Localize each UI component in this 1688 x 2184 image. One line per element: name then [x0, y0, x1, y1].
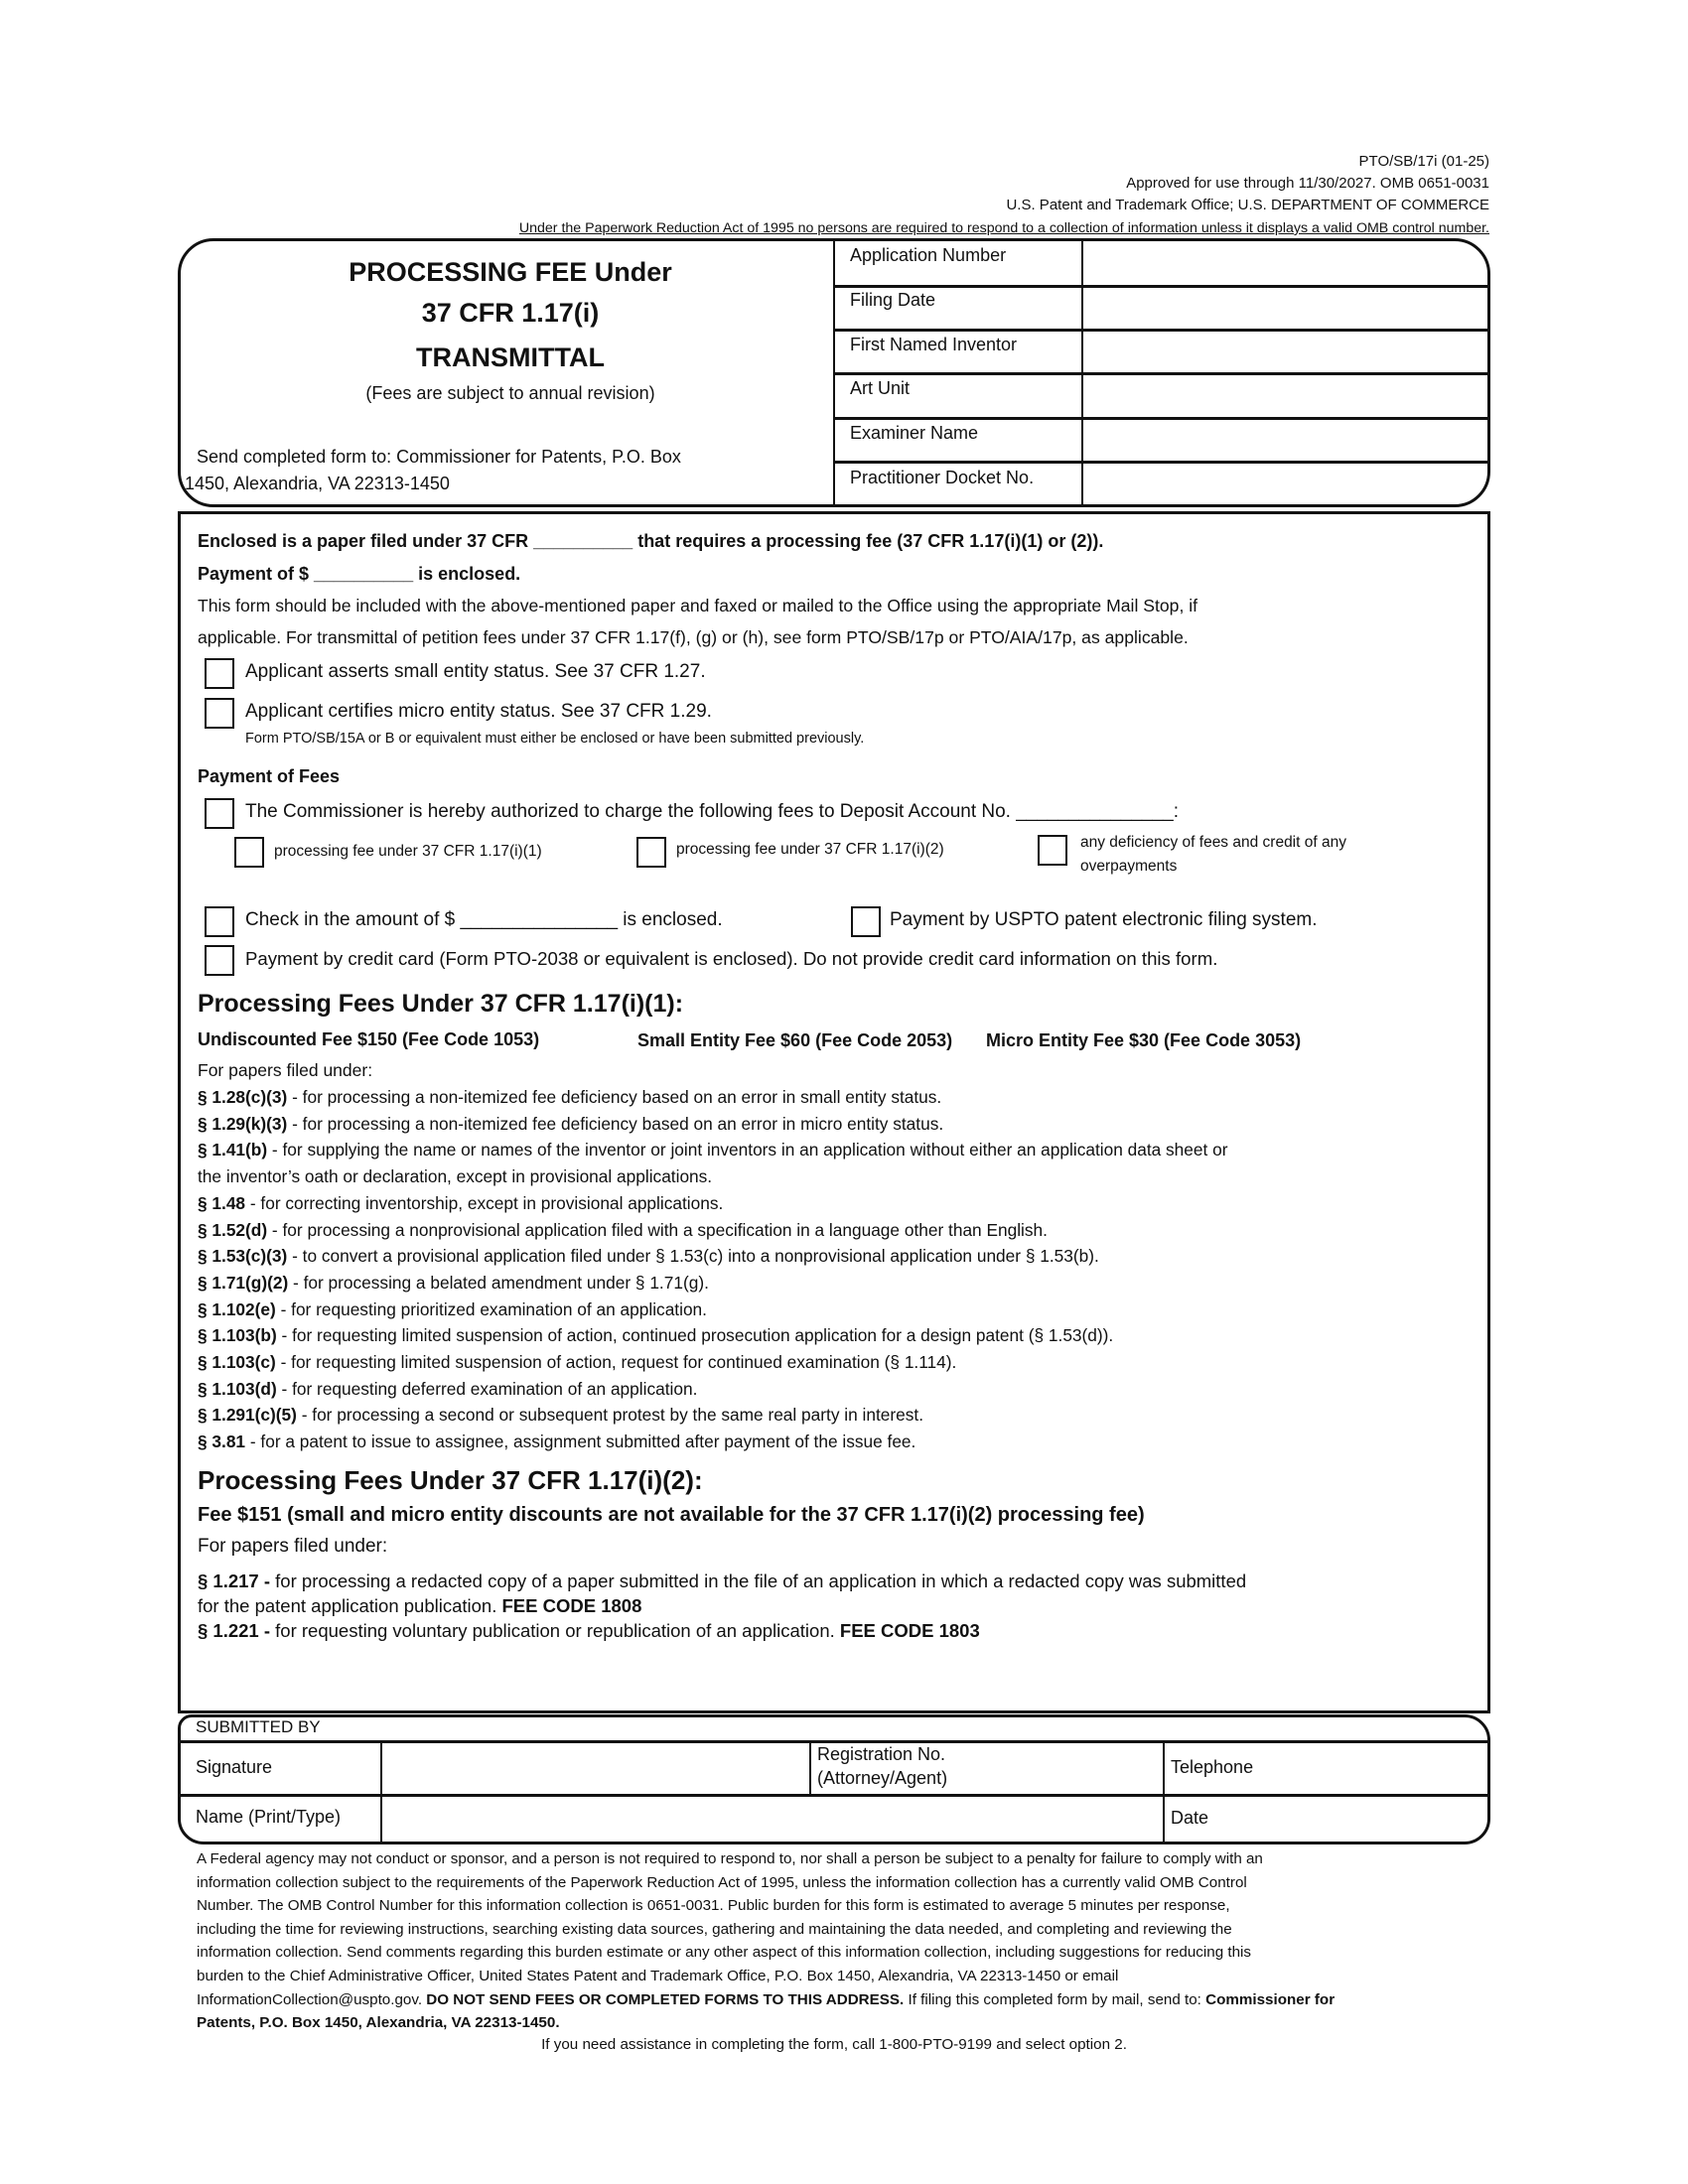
signature-field[interactable]: [385, 1745, 806, 1791]
instructions-line1: This form should be included with the above-mentioned paper and faxed or mailed to the Office using the appropriate Mail Stop, if: [198, 596, 1198, 615]
form-title-line3: TRANSMITTAL: [416, 342, 605, 372]
divider: [179, 1794, 1489, 1797]
footer-line: information collection subject to the requirements of the Paperwork Reduction Act of 1995, unless the information collection has a currently valid OMB Control: [197, 1873, 1247, 1891]
credit-card-label: Payment by credit card (Form PTO-2038 or equivalent is enclosed). Do not provide credit card information on this form.: [245, 948, 1218, 969]
signature-label: Signature: [196, 1757, 273, 1777]
practitioner-docket-field[interactable]: [1087, 468, 1479, 503]
fee-code: FEE CODE 1803: [839, 1620, 980, 1641]
submitted-by-heading: SUBMITTED BY: [196, 1717, 321, 1736]
name-label: Name (Print/Type): [196, 1807, 342, 1827]
list-item: [198, 1193, 723, 1214]
item-text: - for processing a non-itemized fee deficiency based on an error in micro entity status.: [287, 1113, 944, 1134]
telephone-field[interactable]: [1281, 1745, 1484, 1791]
email-link[interactable]: InformationCollection@uspto.gov.: [197, 1990, 427, 2008]
efs-payment-label: Payment by USPTO patent electronic filing system.: [890, 909, 1318, 930]
fee-code: FEE CODE 1808: [501, 1595, 642, 1616]
footer-address: Patents, P.O. Box 1450, Alexandria, VA 22313-1450.: [197, 2014, 560, 2032]
section2-item-1217-cont: [198, 1595, 641, 1617]
divider: [809, 1741, 811, 1795]
item-text: - for processing a belated amendment under § 1.71(g).: [288, 1272, 709, 1293]
deficiency-label-line1: any deficiency of fees and credit of any: [1080, 834, 1346, 851]
application-number-label: Application Number: [850, 245, 1007, 265]
form-title-line1: PROCESSING FEE Under: [349, 257, 672, 287]
deposit-account-checkbox[interactable]: [205, 798, 234, 829]
item-text: - for requesting limited suspension of action, continued prosecution application for a design patent (§ 1.53(d)).: [276, 1325, 1114, 1346]
list-item: [198, 1273, 709, 1294]
item-text: - for processing a second or subsequent protest by the same real party in interest.: [296, 1405, 924, 1426]
item-ref: § 1.102(e): [198, 1298, 276, 1319]
form-title-line2: 37 CFR 1.17(i): [421, 298, 600, 328]
assistance-text: If you need assistance in completing the form, call 1-800-PTO-9199 and select option 2.: [541, 2036, 1127, 2053]
item-ref: § 1.52(d): [198, 1219, 268, 1240]
date-label: Date: [1171, 1808, 1209, 1828]
item-ref: § 3.81: [198, 1432, 246, 1452]
divider: [833, 372, 1488, 375]
footer-line: [197, 1991, 1335, 2009]
item-text: - for requesting deferred examination of an application.: [276, 1378, 698, 1399]
registration-label-line1: Registration No.: [817, 1744, 946, 1764]
section2-fee: Fee $151 (small and micro entity discounts are not available for the 37 CFR 1.17(i)(2) processing fee): [198, 1504, 1145, 1526]
item-ref: § 1.291(c)(5): [198, 1405, 297, 1426]
footer-line: including the time for reviewing instructions, searching existing data sources, gathering and maintaining the data needed, and completing and reviewing the: [197, 1920, 1232, 1938]
payment-of-fees-heading: Payment of Fees: [198, 766, 341, 786]
name-field[interactable]: [385, 1799, 1158, 1841]
processing-fee-2-label: processing fee under 37 CFR 1.17(i)(2): [676, 841, 944, 858]
item-ref: § 1.48: [198, 1192, 246, 1213]
telephone-label: Telephone: [1171, 1757, 1254, 1777]
efs-payment-checkbox[interactable]: [851, 906, 881, 937]
section2-heading: Processing Fees Under 37 CFR 1.17(i)(2):: [198, 1465, 703, 1495]
list-item: [198, 1087, 941, 1108]
item-text: - to convert a provisional application filed under § 1.53(c) into a nonprovisional application under § 1.53(b).: [287, 1246, 1099, 1267]
list-item: [198, 1352, 956, 1373]
registration-label-line2: (Attorney/Agent): [817, 1768, 948, 1788]
processing-fee-1-checkbox[interactable]: [234, 837, 264, 868]
list-item: [198, 1246, 1099, 1267]
footer-line: A Federal agency may not conduct or sponsor, and a person is not required to respond to, nor shall a person be subject to a penalty for failure to comply with an: [197, 1850, 1263, 1867]
section2-item-1217: [198, 1570, 1246, 1592]
item-text: for requesting voluntary publication or republication of an application.: [270, 1620, 840, 1641]
item-text: - for supplying the name or names of the inventor or joint inventors in an application without either an application data sheet or: [267, 1140, 1228, 1160]
section2-for-papers: For papers filed under:: [198, 1536, 388, 1557]
list-item: [198, 1432, 915, 1452]
registration-field[interactable]: [993, 1745, 1158, 1791]
divider: [833, 461, 1488, 464]
list-item: [198, 1325, 1113, 1346]
fee-transmittal-box: [178, 511, 1490, 1713]
item-text: for processing a redacted copy of a paper submitted in the file of an application in which a redacted copy was submitted: [270, 1570, 1247, 1591]
item-ref: § 1.29(k)(3): [198, 1113, 288, 1134]
art-unit-field[interactable]: [1087, 378, 1479, 414]
deposit-account-label: The Commissioner is hereby authorized to charge the following fees to Deposit Account No. _______________:: [245, 801, 1180, 822]
list-item: [198, 1220, 1048, 1241]
list-item: [198, 1405, 923, 1426]
form-subtitle: (Fees are subject to annual revision): [365, 383, 655, 403]
micro-entity-fee: Micro Entity Fee $30 (Fee Code 3053): [986, 1030, 1302, 1050]
item-text: for the patent application publication.: [198, 1595, 502, 1616]
processing-fee-2-checkbox[interactable]: [636, 837, 666, 868]
send-to-line1: Send completed form to: Commissioner for Patents, P.O. Box: [197, 447, 681, 467]
send-to-line2: 1450, Alexandria, VA 22313-1450: [185, 474, 450, 493]
item-ref: § 1.221 -: [198, 1620, 271, 1641]
date-field[interactable]: [1241, 1799, 1484, 1841]
item-ref: § 1.103(d): [198, 1378, 277, 1399]
divider: [380, 1741, 382, 1843]
list-item: [198, 1166, 712, 1187]
divider: [1163, 1741, 1165, 1843]
paperwork-notice: Under the Paperwork Reduction Act of 1995 no persons are required to respond to a collection of information unless it displays a valid OMB control number.: [518, 220, 1489, 236]
footer-line: Number. The OMB Control Number for this information collection is 0651-0031. Public burden for this form is estimated to average 5 minutes per response,: [197, 1897, 1230, 1915]
divider: [833, 285, 1488, 288]
divider: [833, 417, 1488, 420]
list-item: [198, 1299, 707, 1320]
footer-text: If filing this completed form by mail, send to:: [904, 1990, 1206, 2008]
deficiency-checkbox[interactable]: [1038, 835, 1067, 866]
art-unit-label: Art Unit: [850, 378, 911, 398]
deficiency-label-line2: overpayments: [1080, 858, 1178, 875]
item-text: - for processing a nonprovisional application filed with a specification in a language other than English.: [267, 1219, 1048, 1240]
small-entity-checkbox[interactable]: [205, 658, 234, 689]
divider: [179, 1740, 1489, 1743]
item-text: - for correcting inventorship, except in provisional applications.: [245, 1192, 724, 1213]
check-payment-checkbox[interactable]: [205, 906, 234, 937]
processing-fee-1-label: processing fee under 37 CFR 1.17(i)(1): [274, 843, 542, 860]
section2-item-1221: [198, 1620, 980, 1642]
for-papers-label: For papers filed under:: [198, 1060, 373, 1080]
list-item: [198, 1114, 943, 1135]
small-entity-fee: Small Entity Fee $60 (Fee Code 2053): [637, 1030, 953, 1050]
check-payment-label: Check in the amount of $ _______________ is enclosed.: [245, 909, 723, 930]
first-named-inventor-label: First Named Inventor: [850, 335, 1018, 354]
footer-address: Commissioner for: [1205, 1990, 1336, 2008]
section1-heading: Processing Fees Under 37 CFR 1.17(i)(1):: [198, 990, 684, 1018]
footer-line: burden to the Chief Administrative Officer, United States Patent and Trademark Office, P.O. Box 1450, Alexandria, VA 22313-1450 or email: [197, 1968, 1119, 1984]
form-id: PTO/SB/17i (01-25): [1358, 153, 1489, 170]
first-named-inventor-field[interactable]: [1087, 335, 1479, 370]
item-text: - for requesting prioritized examination of an application.: [275, 1298, 707, 1319]
enclosed-paper-text: Enclosed is a paper filed under 37 CFR __________ that requires a processing fee (37 CFR 1.17(i)(1) or (2)).: [198, 531, 1104, 551]
footer-warning: DO NOT SEND FEES OR COMPLETED FORMS TO THIS ADDRESS.: [426, 1990, 905, 2008]
instructions-line2: applicable. For transmittal of petition fees under 37 CFR 1.17(f), (g) or (h), see form PTO/SB/17p or PTO/AIA/17p, as applicable.: [198, 627, 1189, 647]
item-ref: § 1.217 -: [198, 1570, 271, 1591]
small-entity-label: Applicant asserts small entity status. See 37 CFR 1.27.: [245, 661, 706, 682]
item-ref: § 1.103(c): [198, 1352, 276, 1372]
filing-date-label: Filing Date: [850, 290, 936, 310]
item-text: - for a patent to issue to assignee, assignment submitted after payment of the issue fee.: [245, 1432, 916, 1452]
item-text: - for processing a non-itemized fee deficiency based on an error in small entity status.: [287, 1087, 942, 1107]
micro-entity-checkbox[interactable]: [205, 698, 234, 729]
item-ref: § 1.103(b): [198, 1325, 277, 1346]
agency-text: U.S. Patent and Trademark Office; U.S. DEPARTMENT OF COMMERCE: [1006, 197, 1489, 213]
micro-entity-label: Applicant certifies micro entity status. See 37 CFR 1.29.: [245, 701, 712, 722]
divider: [833, 329, 1488, 332]
item-ref: § 1.53(c)(3): [198, 1246, 288, 1267]
undiscounted-fee: Undiscounted Fee $150 (Fee Code 1053): [198, 1029, 540, 1049]
examiner-name-field[interactable]: [1087, 423, 1479, 459]
approval-text: Approved for use through 11/30/2027. OMB 0651-0031: [1126, 175, 1489, 192]
item-ref: § 1.28(c)(3): [198, 1087, 288, 1107]
payment-amount-text: Payment of $ __________ is enclosed.: [198, 564, 521, 584]
item-ref: § 1.71(g)(2): [198, 1272, 289, 1293]
list-item: [198, 1140, 1228, 1160]
item-ref: § 1.41(b): [198, 1140, 268, 1160]
item-text: - for requesting limited suspension of action, request for continued examination (§ 1.114).: [275, 1352, 957, 1372]
micro-entity-note: Form PTO/SB/15A or B or equivalent must either be enclosed or have been submitted previously.: [245, 731, 865, 747]
credit-card-checkbox[interactable]: [205, 945, 234, 976]
footer-line: information collection. Send comments regarding this burden estimate or any other aspect of this information collection, including suggestions for reducing this: [197, 1944, 1252, 1962]
filing-date-field[interactable]: [1087, 290, 1479, 326]
practitioner-docket-label: Practitioner Docket No.: [850, 468, 1035, 487]
item-text: the inventor’s oath or declaration, except in provisional applications.: [198, 1166, 713, 1187]
list-item: [198, 1379, 697, 1400]
examiner-name-label: Examiner Name: [850, 423, 979, 443]
application-number-field[interactable]: [1087, 245, 1479, 281]
